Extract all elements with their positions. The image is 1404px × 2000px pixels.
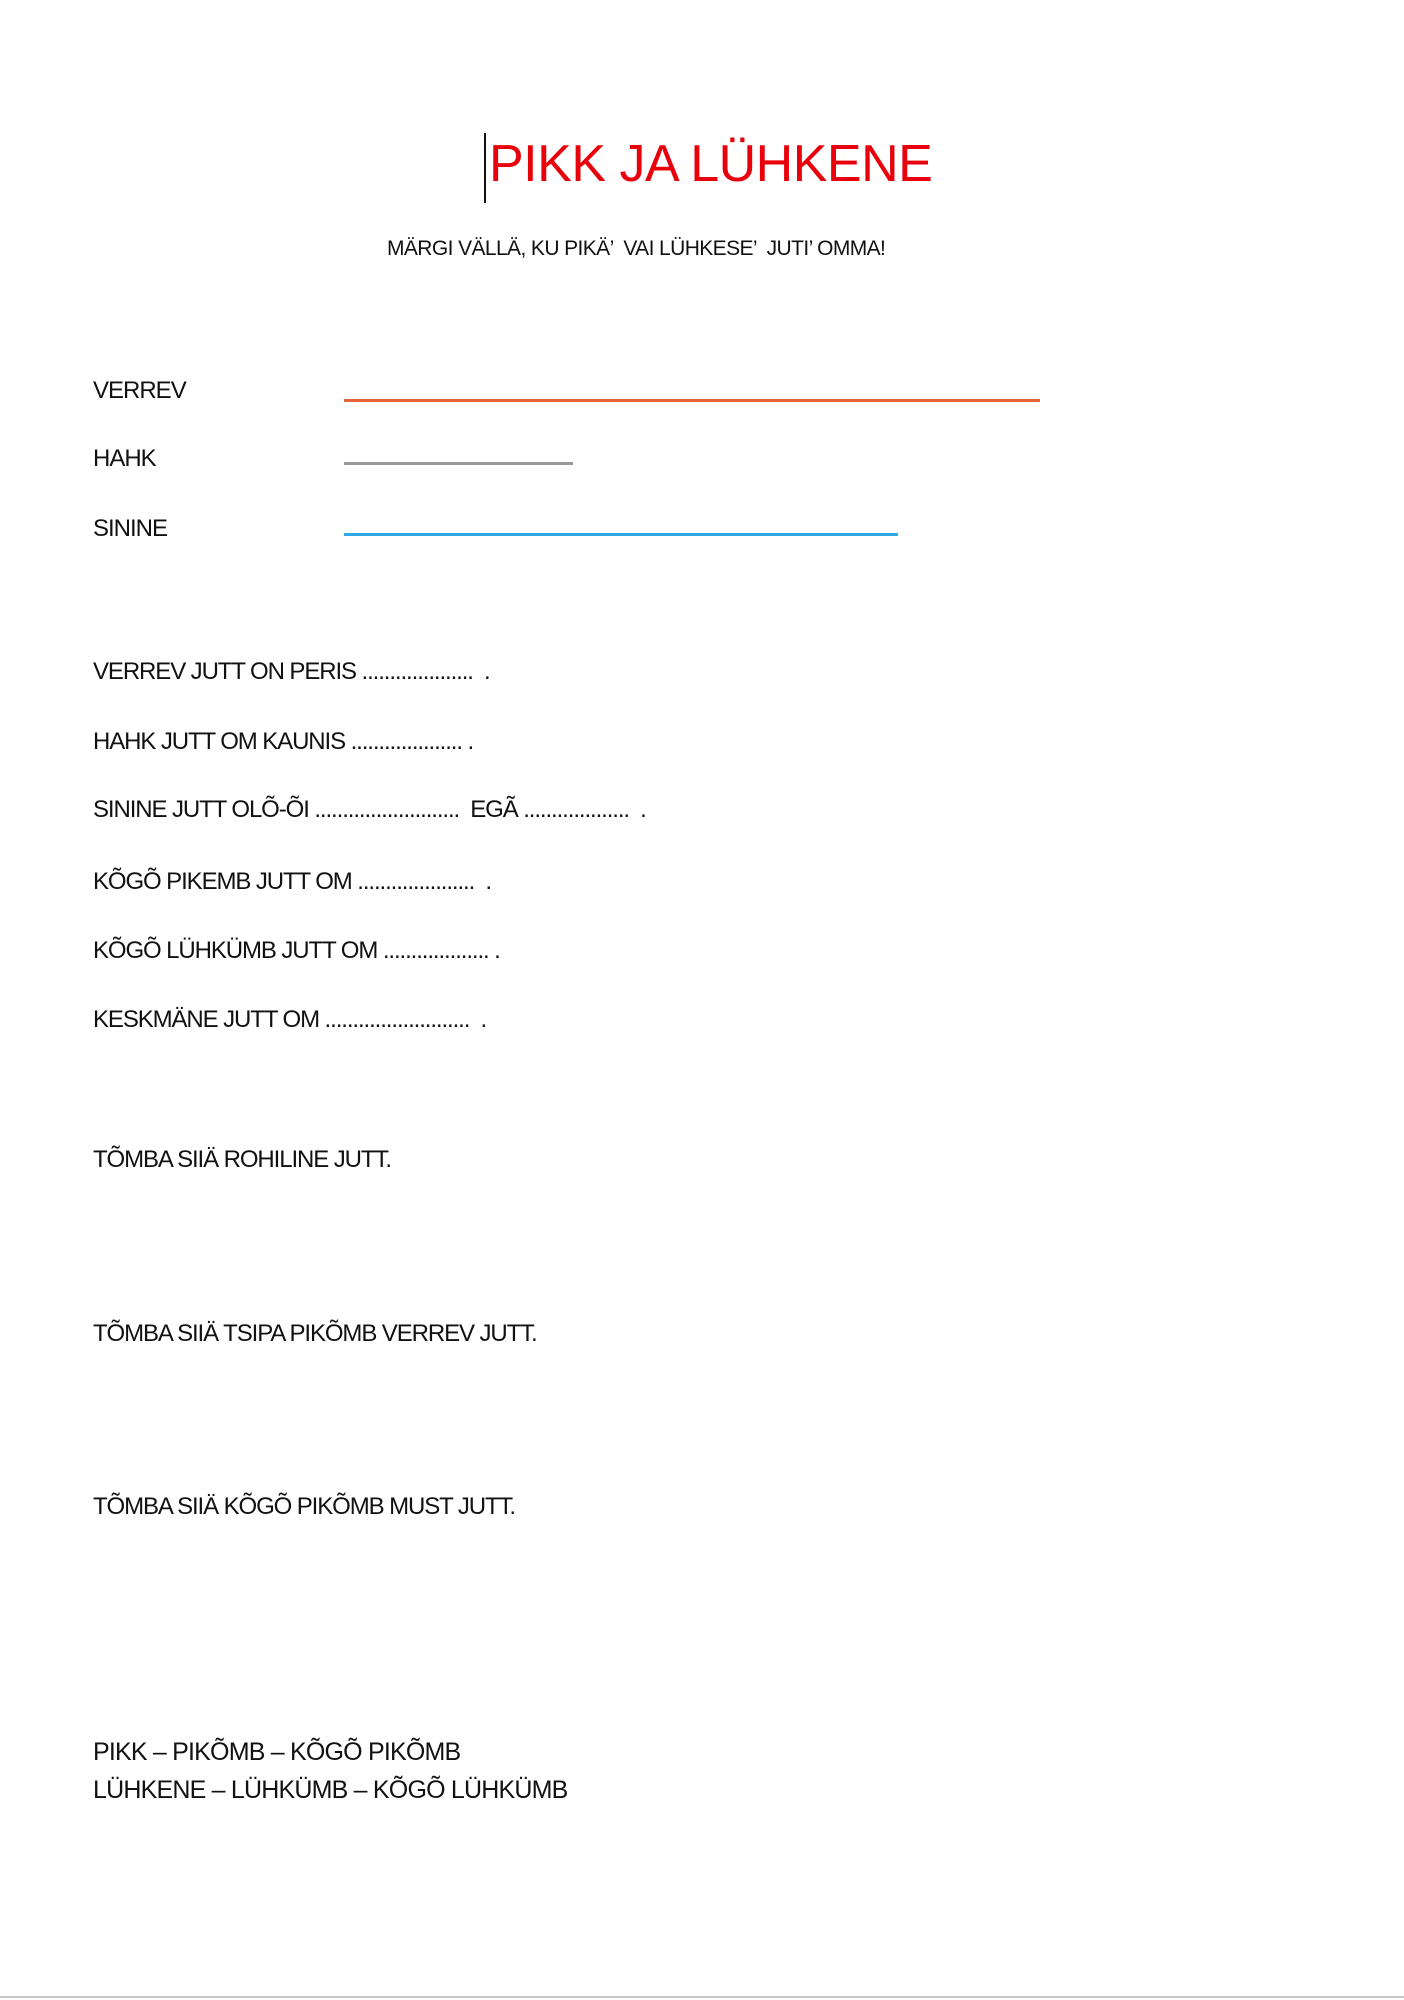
sentence-middle[interactable]: KESKMÄNE JUTT OM .......................... .	[93, 1006, 487, 1033]
sentence-shortest[interactable]: KÕGÕ LÜHKÜMB JUTT OM ................... .	[93, 937, 500, 964]
sentence-longest[interactable]: KÕGÕ PIKEMB JUTT OM ..................... .	[93, 868, 491, 895]
sentence-gray[interactable]: HAHK JUTT OM KAUNIS .................... .	[93, 728, 474, 755]
instruction-green-line[interactable]: TÕMBA SIIÄ ROHILINE JUTT.	[93, 1146, 391, 1173]
comparison-short: LÜHKENE – LÜHKÜMB – KÕGÕ LÜHKÜMB	[93, 1776, 568, 1804]
page-bottom-border	[0, 1996, 1404, 1998]
text-cursor	[484, 133, 486, 203]
line-label-gray[interactable]: HAHK	[93, 445, 156, 472]
line-label-blue[interactable]: SININE	[93, 515, 168, 542]
page-title[interactable]: PIKK JA LÜHKENE	[489, 135, 933, 193]
line-label-red[interactable]: VERREV	[93, 377, 186, 404]
gray-line[interactable]	[344, 462, 573, 465]
comparison-long: PIKK – PIKÕMB – KÕGÕ PIKÕMB	[93, 1738, 461, 1766]
sentence-red[interactable]: VERREV JUTT ON PERIS .................... .	[93, 658, 490, 685]
blue-line[interactable]	[344, 533, 898, 536]
instruction-longer-red-line[interactable]: TÕMBA SIIÄ TSIPA PIKÕMB VERREV JUTT.	[93, 1320, 537, 1347]
instruction-longest-black-line[interactable]: TÕMBA SIIÄ KÕGÕ PIKÕMB MUST JUTT.	[93, 1493, 515, 1520]
red-line[interactable]	[344, 399, 1040, 402]
page-subtitle[interactable]: MÄRGI VÄLLÄ, KU PIKÄ’ VAI LÜHKESE’ JUTI’ OMMA!	[387, 237, 886, 260]
sentence-blue[interactable]: SININE JUTT OLÕ-ÕI .......................... EGÃ ................... .	[93, 796, 646, 823]
